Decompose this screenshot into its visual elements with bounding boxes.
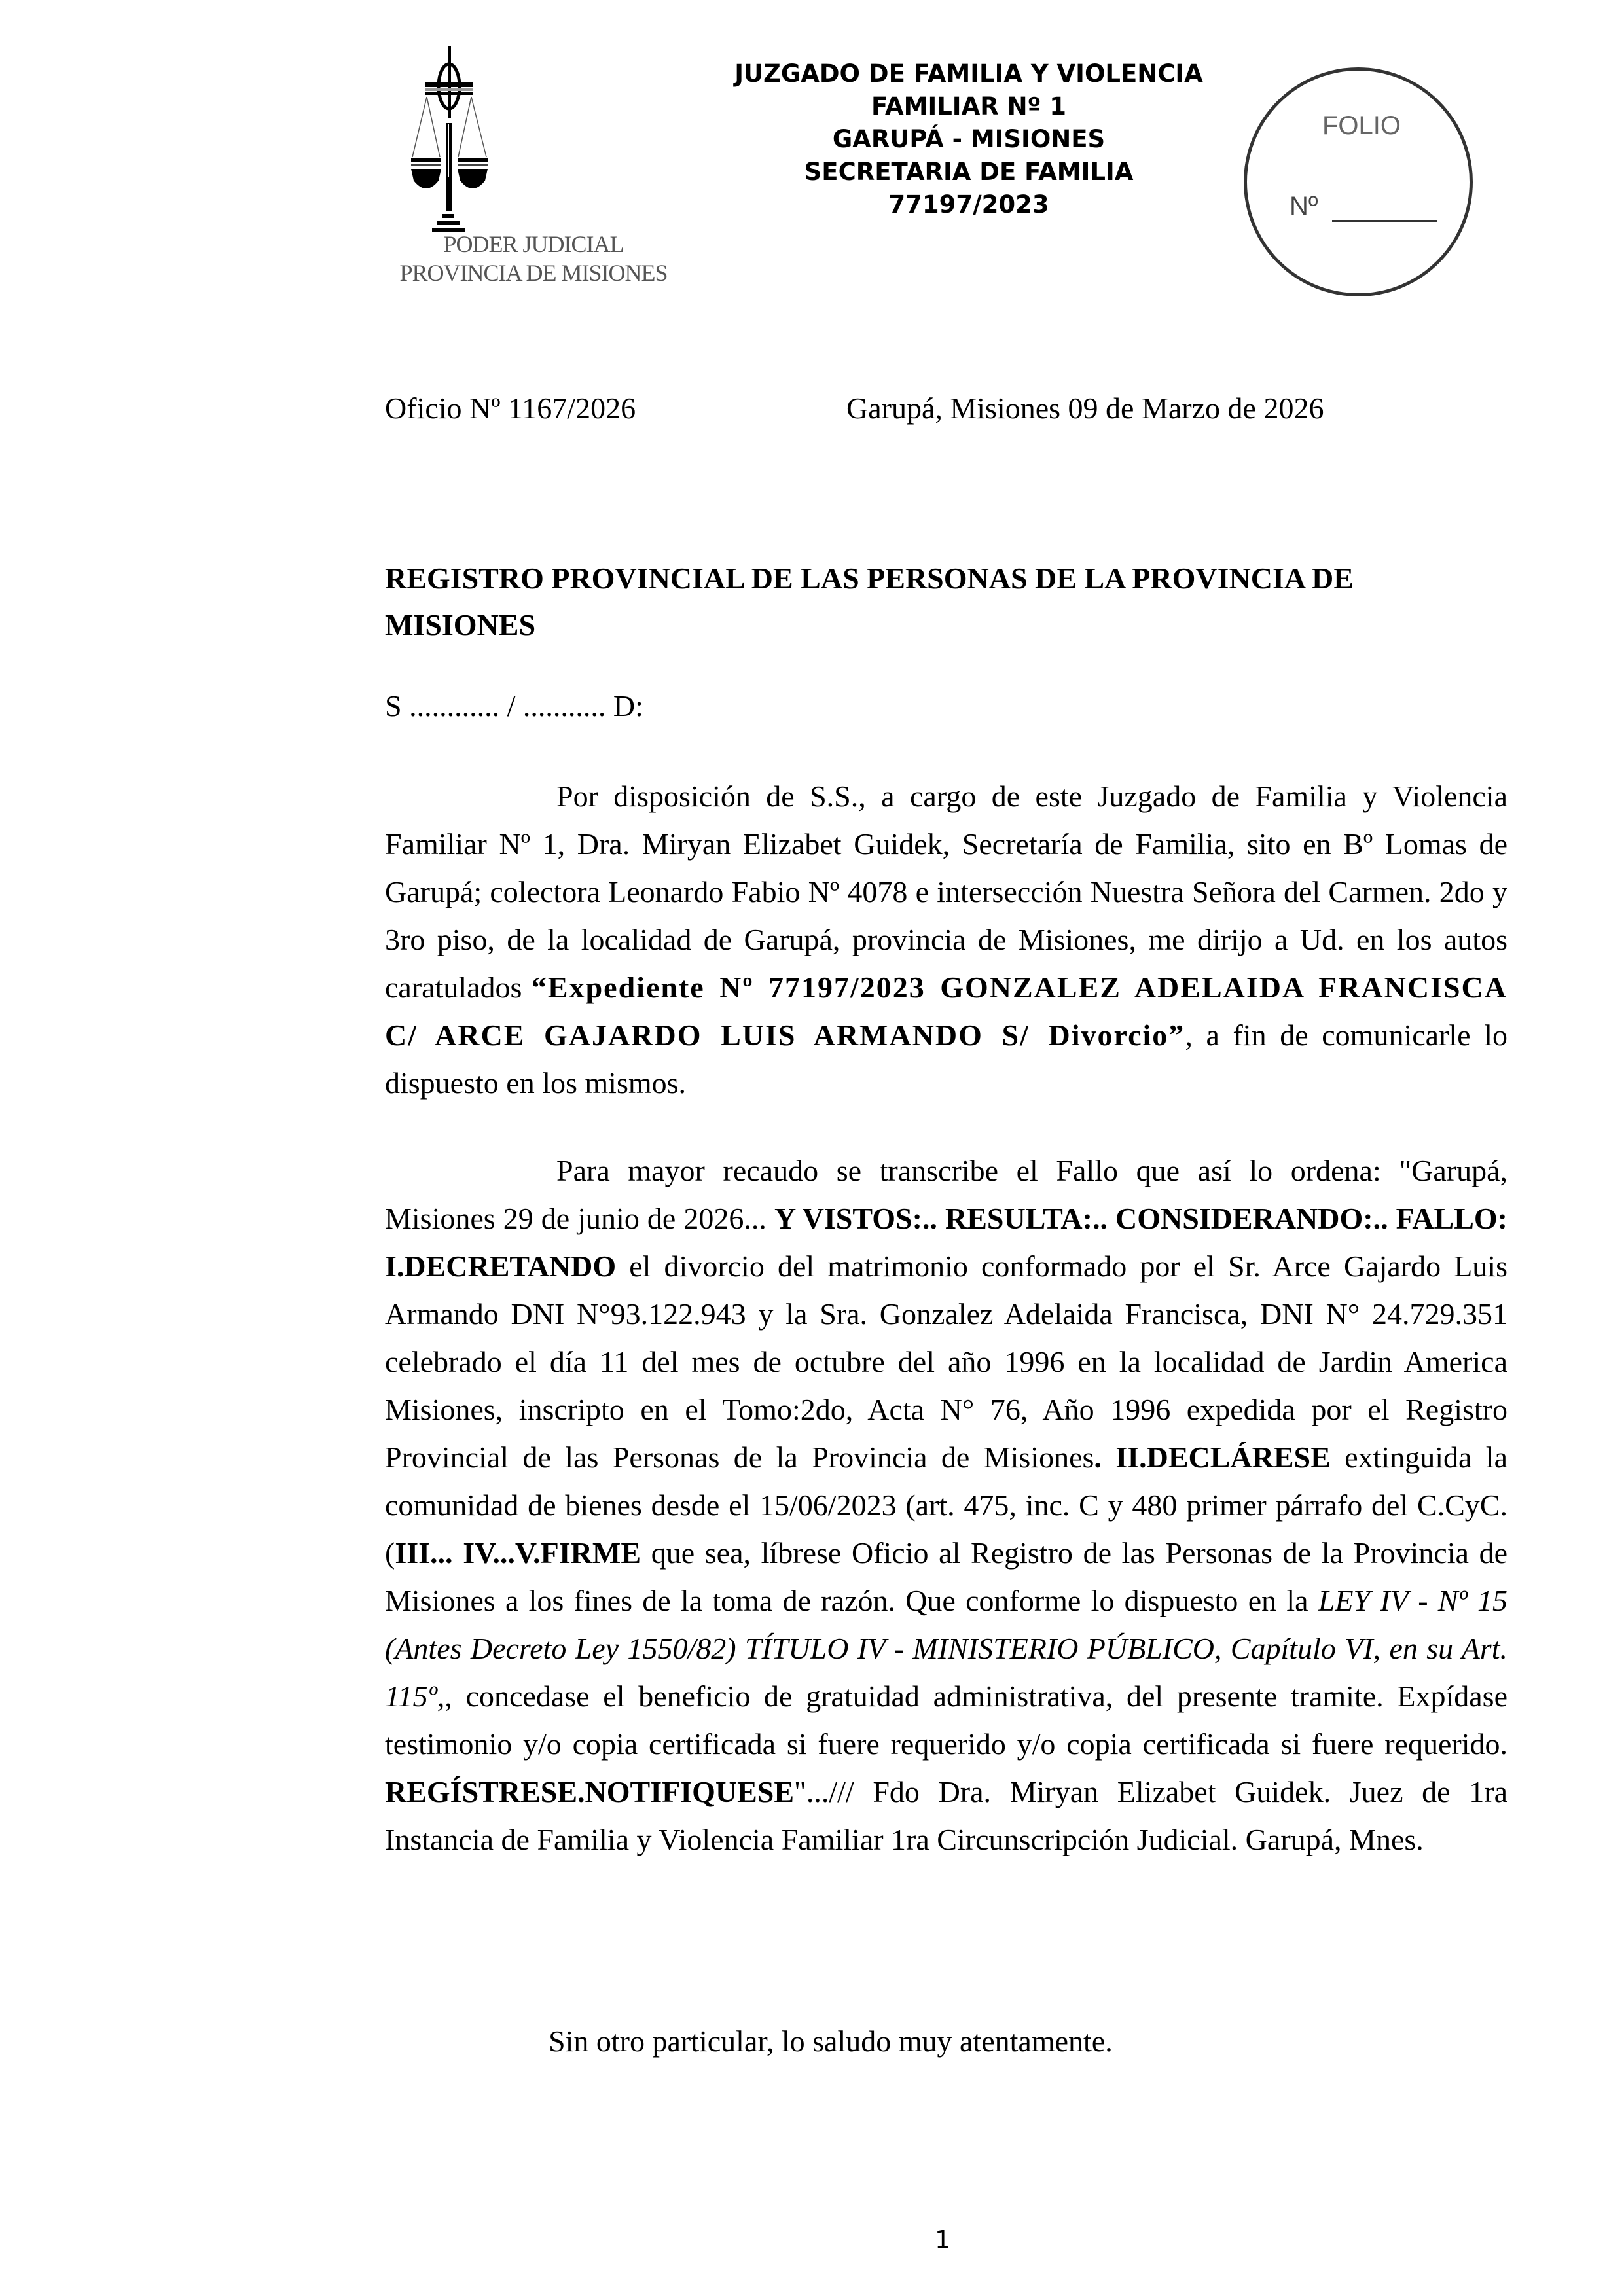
court-line-3: GARUPÁ - MISIONES xyxy=(832,125,1106,153)
logo-text-provincia: PROVINCIA DE MISIONES xyxy=(399,260,668,286)
ruling-bold-2: . II.DECLÁRESE xyxy=(1094,1441,1331,1474)
ruling-text-2: el divorcio del matrimonio conformado por el Sr. Arce Gajardo Luis Armando DNI N°93.122.943 y la Sra. Gonzalez Adelaida Francisca, DNI N° 24.729.351 celebrado el día 11 del mes de octubre del año 1996 en la localidad de Jardin America Misiones, inscripto en el Tomo:2do, Acta N° 76, Año 1996 expedida por el Registro Provincial de las Personas de la Provincia de Misiones xyxy=(385,1249,1507,1474)
court-line-1: JUZGADO DE FAMILIA Y VIOLENCIA xyxy=(734,60,1203,88)
oficio-number: Oficio Nº 1167/2026 xyxy=(385,391,636,425)
ruling-bold-4: REGÍSTRESE.NOTIFIQUESE xyxy=(385,1775,795,1808)
intro-text: Por disposición de S.S., a cargo de este Juzgado de Familia y Violencia Familiar Nº 1, Dra. Miryan Elizabet Guidek, Secretaría de Familia, sito en Bº Lomas de Garupá; colectora Leonardo Fabio Nº 4078 e intersección Nuestra Señora del Carmen. 2do y 3ro piso, de la localidad de Garupá, provincia de Misiones, me dirijo a Ud. en los autos caratulados xyxy=(385,780,1507,1004)
salutation: S ............ / ........... D: xyxy=(385,689,643,723)
case-title: “Expediente Nº 77197/2023 GONZALEZ ADELAIDA FRANCISCA C/ ARCE GAJARDO LUIS ARMANDO S/ Divorcio” xyxy=(385,971,1507,1052)
folio-stamp xyxy=(1244,67,1473,296)
folio-number-blank-line xyxy=(1332,220,1437,222)
ruling-text-6: ".../// Fdo Dra. Miryan Elizabet Guidek. Juez de 1ra Instancia de Familia y Violencia Familiar 1ra Circunscripción Judicial. Garupá, Mnes. xyxy=(385,1775,1507,1856)
paragraph-intro xyxy=(385,772,1507,1107)
folio-number-label: Nº xyxy=(1290,192,1318,221)
court-header xyxy=(687,58,1250,221)
recipient-heading: REGISTRO PROVINCIAL DE LAS PERSONAS DE LA PROVINCIA DE MISIONES xyxy=(385,562,1354,641)
ruling-text-4: que sea, líbrese Oficio al Registro de las Personas de la Provincia de Misiones a los fines de la toma de razón. Que conforme lo dispuesto en la xyxy=(385,1536,1507,1617)
ruling-text-5: , concedase el beneficio de gratuidad administrativa, del presente tramite. Expídase testimonio y/o copia certificada si fuere requerido y/o copia certificada si fuere requerido. xyxy=(385,1679,1507,1761)
scales-of-justice-icon xyxy=(393,39,674,236)
paragraph-ruling xyxy=(385,1147,1507,1863)
ruling-law-citation: LEY IV - Nº 15 (Antes Decreto Ley 1550/82) TÍTULO IV - MINISTERIO PÚBLICO, Capítulo VI, en su Art. 115º, xyxy=(385,1584,1507,1713)
ruling-text-3: extinguida la comunidad de bienes desde el 15/06/2023 (art. 475, inc. C y 480 primer párrafo del C.CyC. ( xyxy=(385,1441,1507,1570)
ruling-bold-1: Y VISTOS:.. RESULTA:.. CONSIDERANDO:.. FALLO: I.DECRETANDO xyxy=(385,1202,1508,1283)
closing-line: Sin otro particular, lo saludo muy atentamente. xyxy=(549,2024,1113,2058)
court-line-2: FAMILIAR Nº 1 xyxy=(871,92,1067,120)
intro-text-end: , a fin de comunicarle lo dispuesto en los mismos. xyxy=(385,1018,1507,1100)
page-number: 1 xyxy=(935,2225,951,2254)
poder-judicial-logo xyxy=(393,39,674,295)
ruling-bold-3: III... IV...V.FIRME xyxy=(395,1536,641,1570)
logo-text-poder-judicial: PODER JUDICIAL xyxy=(443,231,624,257)
case-number: 77197/2023 xyxy=(888,190,1049,219)
ruling-text-1: Para mayor recaudo se transcribe el Fallo que así lo ordena: "Garupá, Misiones 29 de junio de 2026... xyxy=(385,1154,1507,1235)
folio-label: FOLIO xyxy=(1322,111,1401,140)
place-date: Garupá, Misiones 09 de Marzo de 2026 xyxy=(846,391,1324,425)
court-line-4: SECRETARIA DE FAMILIA xyxy=(804,158,1134,186)
